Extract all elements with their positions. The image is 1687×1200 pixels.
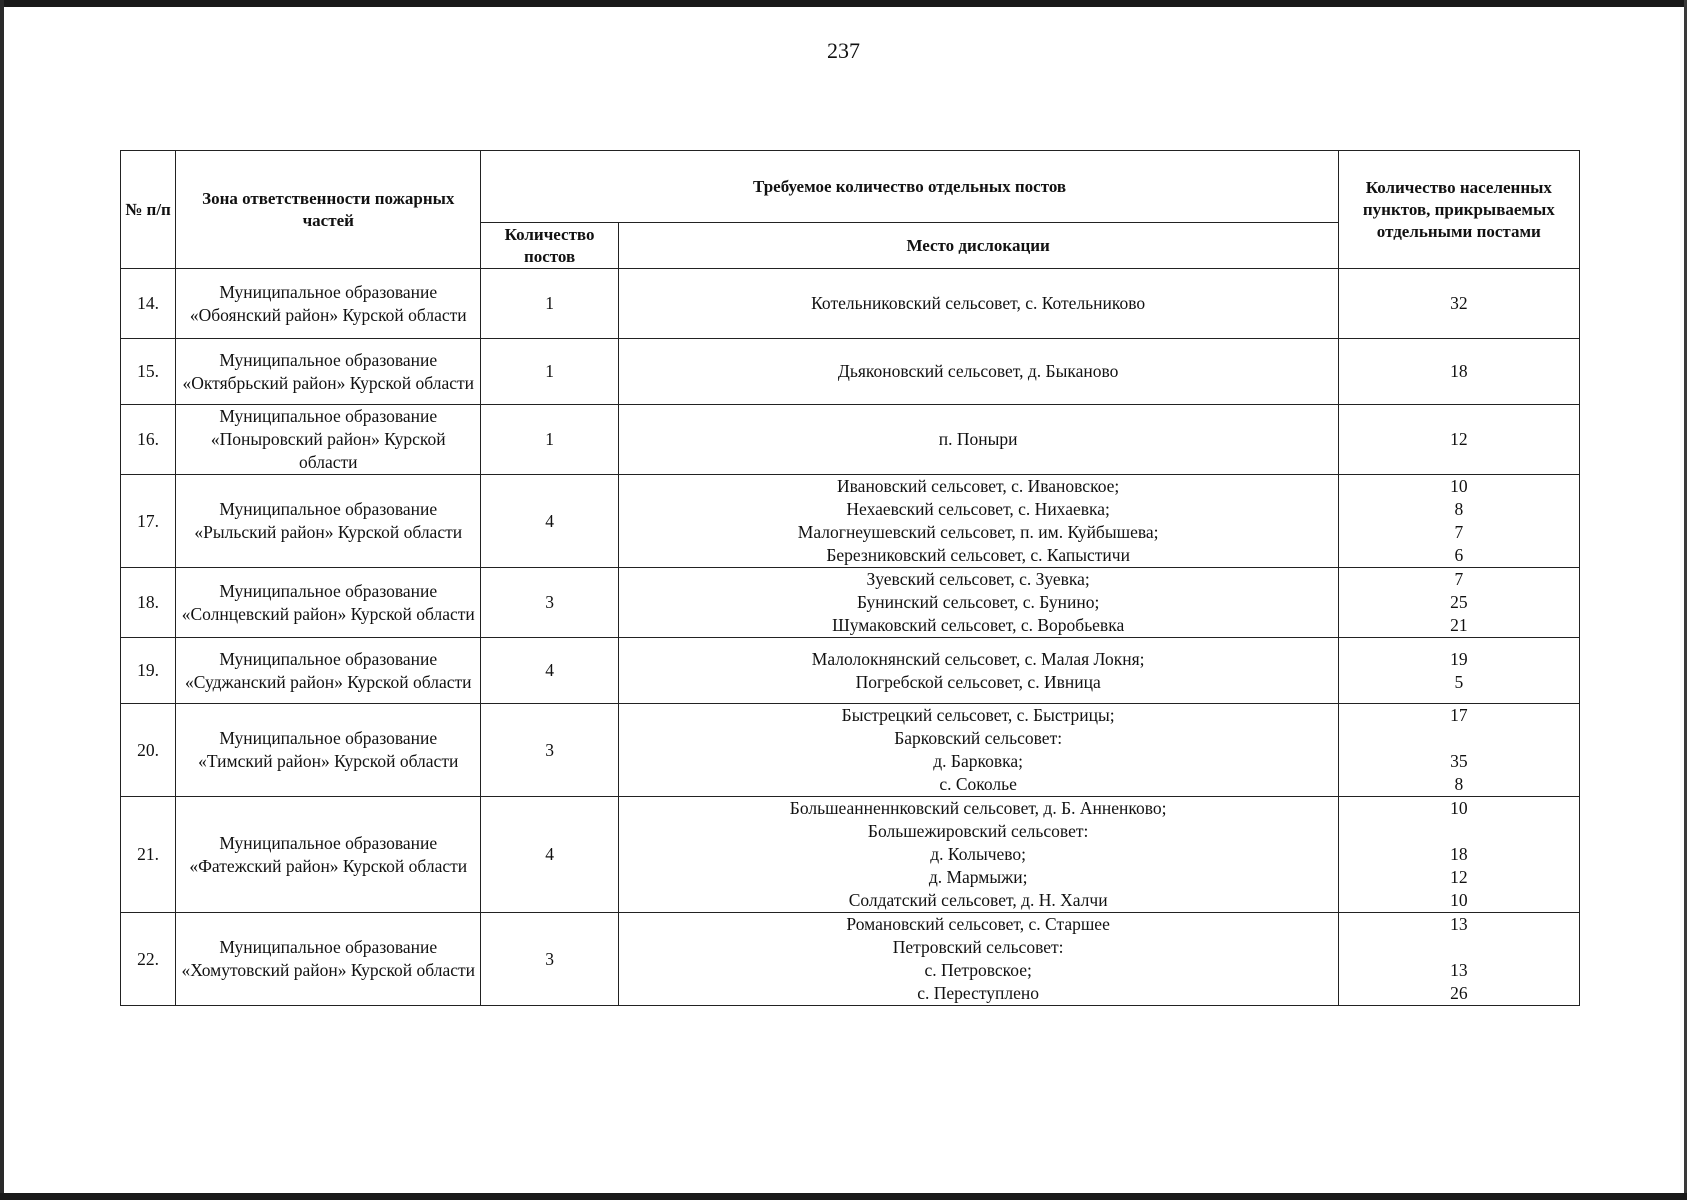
- row-zone: Муниципальное образование «Фатежский район» Курской области: [176, 797, 481, 913]
- row-locations: [618, 913, 1338, 1006]
- location-line: Малогнеушевский сельсовет, п. им. Куйбышева;: [797, 522, 1159, 542]
- location-line: Большежировский сельсовет:: [867, 821, 1089, 841]
- settlement-count: 10: [1450, 890, 1468, 910]
- row-settlements: [1338, 568, 1579, 638]
- settlement-count: 5: [1454, 671, 1464, 692]
- row-posts-count: 4: [481, 638, 618, 704]
- row-locations: [618, 704, 1338, 797]
- settlement-count: 18: [1450, 844, 1468, 864]
- row-number: 21.: [121, 797, 176, 913]
- header-required-posts: Требуемое количество отдельных постов: [481, 151, 1338, 223]
- settlement-count: 26: [1450, 983, 1468, 1003]
- settlement-count: 7: [1454, 569, 1464, 589]
- location-line: Ивановский сельсовет, с. Ивановское;: [837, 476, 1120, 496]
- location-line: Зуевский сельсовет, с. Зуевка;: [866, 569, 1090, 589]
- location-line: Погребской сельсовет, с. Ивница: [855, 671, 1101, 692]
- row-posts-count: 4: [481, 797, 618, 913]
- table-row: [121, 339, 1580, 405]
- location-line: Солдатский сельсовет, д. Н. Халчи: [848, 890, 1108, 910]
- row-settlements: [1338, 269, 1579, 339]
- settlement-count: 7: [1454, 522, 1464, 542]
- table-row: [121, 475, 1580, 568]
- location-line: с. Соколье: [939, 774, 1017, 794]
- table-row: [121, 913, 1580, 1006]
- row-posts-count: 3: [481, 913, 618, 1006]
- row-number: 16.: [121, 405, 176, 475]
- location-line: д. Колычево;: [930, 844, 1027, 864]
- row-settlements: [1338, 405, 1579, 475]
- scan-border-bottom: [0, 1193, 1687, 1200]
- location-line: Петровский сельсовет:: [892, 937, 1064, 957]
- row-number: 20.: [121, 704, 176, 797]
- table-row: [121, 269, 1580, 339]
- location-line: с. Петровское;: [924, 960, 1032, 980]
- table-body: [121, 269, 1580, 1006]
- row-settlements: [1338, 638, 1579, 704]
- location-line: с. Переступлено: [917, 983, 1040, 1003]
- row-zone: Муниципальное образование «Суджанский район» Курской области: [176, 638, 481, 704]
- settlement-count: 12: [1450, 867, 1468, 887]
- location-line: Большеанненнковский сельсовет, д. Б. Анненково;: [789, 798, 1167, 818]
- location-line: Шумаковский сельсовет, с. Воробьевка: [832, 615, 1125, 635]
- settlement-count: 12: [1450, 429, 1468, 449]
- row-locations: [618, 475, 1338, 568]
- settlement-count: 21: [1450, 615, 1468, 635]
- scan-border-left: [0, 0, 4, 1200]
- row-zone: Муниципальное образование «Поныровский район» Курской области: [176, 405, 481, 475]
- table-row: [121, 797, 1580, 913]
- settlement-count: 25: [1450, 592, 1468, 612]
- posts-table: [120, 150, 1580, 1006]
- row-locations: [618, 339, 1338, 405]
- location-line: Малолокнянский сельсовет, с. Малая Локня;: [811, 648, 1145, 669]
- row-locations: [618, 797, 1338, 913]
- settlement-count: 35: [1450, 751, 1468, 771]
- table-row: [121, 704, 1580, 797]
- row-settlements: [1338, 797, 1579, 913]
- settlement-count: 10: [1450, 476, 1468, 496]
- row-zone: Муниципальное образование «Хомутовский район» Курской области: [176, 913, 481, 1006]
- settlement-count: [1343, 936, 1575, 959]
- row-settlements: [1338, 339, 1579, 405]
- page-number: 237: [827, 38, 860, 63]
- row-zone: Муниципальное образование «Тимский район» Курской области: [176, 704, 481, 797]
- row-posts-count: 1: [481, 339, 618, 405]
- location-line: Романовский сельсовет, с. Старшее: [846, 914, 1110, 934]
- row-posts-count: 1: [481, 405, 618, 475]
- location-line: Нехаевский сельсовет, с. Нихаевка;: [846, 499, 1110, 519]
- location-line: Березниковский сельсовет, с. Капыстичи: [826, 545, 1130, 565]
- table-header: [121, 151, 1580, 269]
- table-row: [121, 568, 1580, 638]
- location-line: Барковский сельсовет:: [894, 728, 1063, 748]
- row-number: 19.: [121, 638, 176, 704]
- row-number: 17.: [121, 475, 176, 568]
- settlement-count: [1343, 727, 1575, 750]
- settlement-count: 19: [1450, 648, 1468, 669]
- settlement-count: 8: [1454, 774, 1464, 794]
- row-posts-count: 1: [481, 269, 618, 339]
- header-num: № п/п: [121, 151, 176, 269]
- row-posts-count: 4: [481, 475, 618, 568]
- row-settlements: [1338, 913, 1579, 1006]
- row-locations: [618, 638, 1338, 704]
- row-posts-count: 3: [481, 704, 618, 797]
- row-zone: Муниципальное образование «Рыльский район» Курской области: [176, 475, 481, 568]
- row-locations: [618, 269, 1338, 339]
- row-zone: Муниципальное образование «Солнцевский район» Курской области: [176, 568, 481, 638]
- settlement-count: 8: [1454, 499, 1464, 519]
- header-zone: Зона ответственности пожарных частей: [176, 151, 481, 269]
- row-settlements: [1338, 704, 1579, 797]
- row-posts-count: 3: [481, 568, 618, 638]
- header-settlements: Количество населенных пунктов, прикрываемых отдельными постами: [1338, 151, 1579, 269]
- table-row: [121, 638, 1580, 704]
- location-line: д. Барковка;: [933, 751, 1023, 771]
- location-line: Бунинский сельсовет, с. Бунино;: [856, 592, 1100, 612]
- scan-border-top: [0, 0, 1687, 7]
- settlement-count: 32: [1450, 293, 1468, 313]
- settlement-count: 13: [1450, 960, 1468, 980]
- settlement-count: [1343, 820, 1575, 843]
- location-line: д. Мармыжи;: [928, 867, 1028, 887]
- row-zone: Муниципальное образование «Октябрьский район» Курской области: [176, 339, 481, 405]
- row-locations: [618, 405, 1338, 475]
- row-zone: Муниципальное образование «Обоянский район» Курской области: [176, 269, 481, 339]
- settlement-count: 13: [1450, 914, 1468, 934]
- header-posts-count: Количество постов: [481, 223, 618, 269]
- settlement-count: 17: [1450, 705, 1468, 725]
- row-number: 14.: [121, 269, 176, 339]
- row-number: 18.: [121, 568, 176, 638]
- location-line: Быстрецкий сельсовет, с. Быстрицы;: [841, 705, 1115, 725]
- location-line: Котельниковский сельсовет, с. Котельниково: [811, 293, 1146, 313]
- location-line: Дьяконовский сельсовет, д. Быканово: [837, 361, 1119, 381]
- location-line: п. Поныри: [938, 429, 1018, 449]
- settlement-count: 6: [1454, 545, 1464, 565]
- row-locations: [618, 568, 1338, 638]
- table-row: [121, 405, 1580, 475]
- row-number: 15.: [121, 339, 176, 405]
- settlement-count: 10: [1450, 798, 1468, 818]
- settlement-count: 18: [1450, 361, 1468, 381]
- row-settlements: [1338, 475, 1579, 568]
- header-location: Место дислокации: [618, 223, 1338, 269]
- row-number: 22.: [121, 913, 176, 1006]
